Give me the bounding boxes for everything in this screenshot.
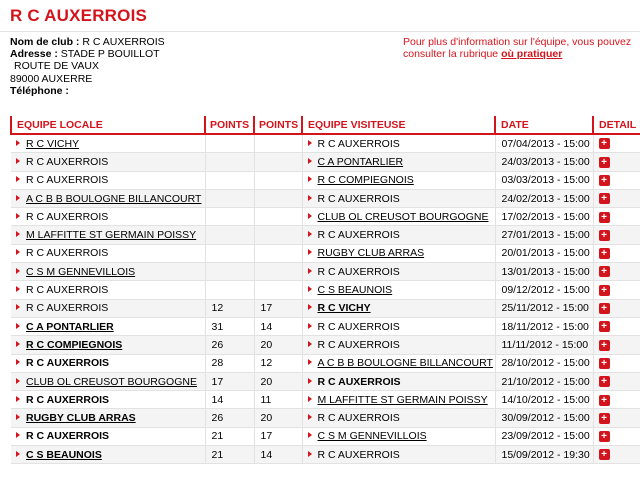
arrow-right-icon: [308, 323, 312, 329]
page-title: R C AUXERROIS: [10, 6, 148, 25]
points-away-cell: [254, 134, 302, 153]
arrow-right-icon: [16, 140, 20, 146]
home-team-name: R C AUXERROIS: [26, 284, 109, 297]
detail-cell: [593, 244, 640, 262]
points-home-cell: [205, 153, 254, 171]
points-home-cell: 26: [205, 409, 254, 427]
points-home-cell: [205, 189, 254, 207]
detail-cell: [593, 391, 640, 409]
points-home-cell: [205, 281, 254, 299]
home-team-cell: [11, 354, 205, 372]
date-cell: 28/10/2012 - 15:00: [495, 354, 593, 372]
plus-icon[interactable]: +: [599, 285, 610, 296]
points-away-cell: 20: [254, 372, 302, 390]
arrow-right-icon: [308, 304, 312, 310]
detail-cell: [593, 189, 640, 207]
away-team-name[interactable]: C S BEAUNOIS: [317, 284, 393, 297]
away-team-cell: [302, 372, 495, 390]
arrow-right-icon: [308, 213, 312, 219]
home-team-cell: [11, 189, 205, 207]
date-cell: 15/09/2012 - 19:30: [495, 446, 593, 464]
points-home-cell: 31: [205, 317, 254, 335]
arrow-right-icon: [16, 414, 20, 420]
ou-pratiquer-link[interactable]: où pratiquer: [501, 48, 563, 61]
header-date: DATE: [495, 116, 593, 134]
date-cell: 09/12/2012 - 15:00: [495, 281, 593, 299]
detail-cell: [593, 134, 640, 153]
home-team-name: R C AUXERROIS: [26, 155, 109, 168]
away-team-cell: [302, 208, 495, 226]
away-team-name[interactable]: R C COMPIEGNOIS: [317, 174, 414, 187]
club-phone-row: [10, 85, 165, 97]
home-team-name[interactable]: A C B B BOULOGNE BILLANCOURT: [26, 192, 202, 205]
away-team-name[interactable]: M LAFFITTE ST GERMAIN POISSY: [317, 393, 488, 406]
home-team-name[interactable]: C A PONTARLIER: [26, 320, 114, 333]
points-away-cell: [254, 244, 302, 262]
arrow-right-icon: [16, 341, 20, 347]
detail-cell: [593, 153, 640, 171]
table-row: [11, 281, 640, 299]
detail-cell: [593, 427, 640, 445]
plus-icon[interactable]: +: [599, 431, 610, 442]
arrow-right-icon: [308, 359, 312, 365]
home-team-name: R C AUXERROIS: [26, 174, 109, 187]
arrow-right-icon: [308, 176, 312, 182]
table-row: [11, 299, 640, 317]
header-home-team: EQUIPE LOCALE: [11, 116, 205, 134]
points-away-cell: [254, 153, 302, 171]
home-team-name: R C AUXERROIS: [26, 430, 110, 443]
club-address-label: Adresse :: [10, 48, 58, 61]
points-home-cell: 28: [205, 354, 254, 372]
arrow-right-icon: [308, 414, 312, 420]
table-row: [11, 226, 640, 244]
header-detail: DETAIL: [593, 116, 640, 134]
points-away-cell: 17: [254, 427, 302, 445]
away-team-name[interactable]: RUGBY CLUB ARRAS: [317, 247, 425, 260]
arrow-right-icon: [308, 396, 312, 402]
table-row: [11, 189, 640, 207]
club-address-line2: ROUTE DE VAUX: [14, 60, 99, 73]
points-home-cell: 17: [205, 372, 254, 390]
home-team-cell: [11, 372, 205, 390]
date-cell: 17/02/2013 - 15:00: [495, 208, 593, 226]
away-team-cell: [302, 171, 495, 189]
plus-icon[interactable]: +: [599, 303, 610, 314]
plus-icon[interactable]: +: [599, 230, 610, 241]
away-team-cell: [302, 189, 495, 207]
home-team-cell: [11, 263, 205, 281]
table-row: [11, 153, 640, 171]
home-team-cell: [11, 427, 205, 445]
arrow-right-icon: [308, 140, 312, 146]
away-team-cell: [302, 446, 495, 464]
away-team-cell: [302, 134, 495, 153]
header-points-home: POINTS: [205, 116, 254, 134]
date-cell: 24/02/2013 - 15:00: [495, 189, 593, 207]
home-team-cell: [11, 153, 205, 171]
points-away-cell: [254, 281, 302, 299]
plus-icon[interactable]: +: [599, 340, 610, 351]
points-home-cell: 12: [205, 299, 254, 317]
points-away-cell: 11: [254, 391, 302, 409]
detail-cell: [593, 171, 640, 189]
home-team-name: R C AUXERROIS: [26, 357, 110, 370]
arrow-right-icon: [16, 304, 20, 310]
away-team-name[interactable]: A C B B BOULOGNE BILLANCOURT: [317, 357, 493, 370]
plus-icon[interactable]: +: [599, 248, 610, 259]
points-away-cell: 20: [254, 409, 302, 427]
table-row: [11, 317, 640, 335]
arrow-right-icon: [16, 158, 20, 164]
date-cell: 27/01/2013 - 15:00: [495, 226, 593, 244]
club-name-row: [10, 36, 165, 48]
points-away-cell: 20: [254, 336, 302, 354]
date-cell: 30/09/2012 - 15:00: [495, 409, 593, 427]
date-cell: 21/10/2012 - 15:00: [495, 372, 593, 390]
home-team-cell: [11, 226, 205, 244]
detail-cell: [593, 263, 640, 281]
points-home-cell: [205, 244, 254, 262]
away-team-cell: [302, 263, 495, 281]
away-team-cell: [302, 391, 495, 409]
plus-icon[interactable]: +: [599, 175, 610, 186]
club-address-row: [10, 48, 165, 60]
home-team-cell: [11, 281, 205, 299]
plus-icon[interactable]: +: [599, 138, 610, 149]
date-cell: 11/11/2012 - 15:00: [495, 336, 593, 354]
away-team-cell: [302, 427, 495, 445]
date-cell: 20/01/2013 - 15:00: [495, 244, 593, 262]
points-home-cell: 21: [205, 427, 254, 445]
arrow-right-icon: [16, 451, 20, 457]
points-away-cell: 17: [254, 299, 302, 317]
arrow-right-icon: [308, 195, 312, 201]
away-team-cell: [302, 354, 495, 372]
date-cell: 25/11/2012 - 15:00: [495, 299, 593, 317]
table-row: [11, 244, 640, 262]
home-team-cell: [11, 244, 205, 262]
date-cell: 14/10/2012 - 15:00: [495, 391, 593, 409]
away-team-name: R C AUXERROIS: [317, 192, 400, 205]
points-home-cell: [205, 263, 254, 281]
arrow-right-icon: [308, 432, 312, 438]
club-address-line3: 89000 AUXERRE: [10, 72, 93, 85]
points-home-cell: [205, 226, 254, 244]
points-away-cell: 12: [254, 354, 302, 372]
table-row: [11, 336, 640, 354]
points-away-cell: 14: [254, 446, 302, 464]
points-away-cell: [254, 189, 302, 207]
points-away-cell: [254, 208, 302, 226]
home-team-cell: [11, 317, 205, 335]
table-row: [11, 208, 640, 226]
home-team-name: R C AUXERROIS: [26, 302, 109, 315]
date-cell: 13/01/2013 - 15:00: [495, 263, 593, 281]
points-home-cell: 14: [205, 391, 254, 409]
table-row: [11, 263, 640, 281]
home-team-cell: [11, 208, 205, 226]
detail-cell: [593, 336, 640, 354]
arrow-right-icon: [16, 176, 20, 182]
detail-cell: [593, 226, 640, 244]
away-team-name[interactable]: CLUB OL CREUSOT BOURGOGNE: [317, 210, 489, 223]
away-team-name[interactable]: R C VICHY: [317, 302, 371, 315]
info-note-text: Pour plus d'information sur l'équipe, vous pouvez consulter la rubrique: [403, 36, 632, 61]
date-cell: 07/04/2013 - 15:00: [495, 134, 593, 153]
matches-table: [10, 116, 640, 464]
away-team-name[interactable]: C S M GENNEVILLOIS: [317, 430, 427, 443]
detail-cell: [593, 281, 640, 299]
arrow-right-icon: [16, 249, 20, 255]
table-header-row: [11, 116, 640, 134]
points-away-cell: 14: [254, 317, 302, 335]
header-points-away: POINTS: [254, 116, 302, 134]
arrow-right-icon: [16, 359, 20, 365]
away-team-cell: [302, 299, 495, 317]
info-note: [403, 36, 633, 60]
home-team-name[interactable]: C S M GENNEVILLOIS: [26, 265, 136, 278]
arrow-right-icon: [16, 268, 20, 274]
plus-icon[interactable]: +: [599, 449, 610, 460]
points-away-cell: [254, 171, 302, 189]
away-team-cell: [302, 244, 495, 262]
arrow-right-icon: [308, 378, 312, 384]
away-team-name: R C AUXERROIS: [317, 338, 400, 351]
points-home-cell: [205, 171, 254, 189]
arrow-right-icon: [16, 396, 20, 402]
away-team-name: R C AUXERROIS: [317, 137, 400, 150]
table-row: [11, 354, 640, 372]
away-team-cell: [302, 226, 495, 244]
club-name-value: R C AUXERROIS: [82, 36, 165, 48]
arrow-right-icon: [308, 249, 312, 255]
table-row: [11, 409, 640, 427]
detail-cell: [593, 409, 640, 427]
table-row: [11, 391, 640, 409]
plus-icon[interactable]: +: [599, 157, 610, 168]
date-cell: 24/03/2013 - 15:00: [495, 153, 593, 171]
home-team-cell: [11, 171, 205, 189]
arrow-right-icon: [16, 378, 20, 384]
home-team-name: R C AUXERROIS: [26, 393, 110, 406]
points-home-cell: [205, 208, 254, 226]
arrow-right-icon: [16, 323, 20, 329]
date-cell: 18/11/2012 - 15:00: [495, 317, 593, 335]
home-team-cell: [11, 134, 205, 153]
table-row: [11, 372, 640, 390]
plus-icon[interactable]: +: [599, 413, 610, 424]
arrow-right-icon: [16, 432, 20, 438]
away-team-name: R C AUXERROIS: [317, 412, 400, 425]
detail-cell: [593, 446, 640, 464]
arrow-right-icon: [16, 231, 20, 237]
table-row: [11, 446, 640, 464]
arrow-right-icon: [16, 213, 20, 219]
detail-cell: [593, 317, 640, 335]
detail-cell: [593, 354, 640, 372]
home-team-name[interactable]: C S BEAUNOIS: [26, 448, 102, 461]
club-name-label: Nom de club :: [10, 36, 80, 48]
plus-icon[interactable]: +: [599, 376, 610, 387]
date-cell: 03/03/2013 - 15:00: [495, 171, 593, 189]
title-divider: [0, 31, 640, 32]
plus-icon[interactable]: +: [599, 193, 610, 204]
arrow-right-icon: [308, 341, 312, 347]
date-cell: 23/09/2012 - 15:00: [495, 427, 593, 445]
away-team-cell: [302, 336, 495, 354]
plus-icon[interactable]: +: [599, 321, 610, 332]
home-team-name[interactable]: M LAFFITTE ST GERMAIN POISSY: [26, 229, 197, 242]
plus-icon[interactable]: +: [599, 212, 610, 223]
away-team-name: R C AUXERROIS: [317, 229, 400, 242]
home-team-name[interactable]: CLUB OL CREUSOT BOURGOGNE: [26, 375, 197, 388]
points-away-cell: [254, 263, 302, 281]
table-row: [11, 134, 640, 153]
home-team-name[interactable]: R C VICHY: [26, 137, 80, 150]
detail-cell: [593, 208, 640, 226]
home-team-cell: [11, 391, 205, 409]
away-team-name: R C AUXERROIS: [317, 265, 400, 278]
away-team-cell: [302, 317, 495, 335]
arrow-right-icon: [308, 451, 312, 457]
table-row: [11, 171, 640, 189]
home-team-cell: [11, 446, 205, 464]
home-team-cell: [11, 409, 205, 427]
header-away-team: EQUIPE VISITEUSE: [302, 116, 495, 134]
arrow-right-icon: [308, 286, 312, 292]
detail-cell: [593, 372, 640, 390]
home-team-cell: [11, 299, 205, 317]
away-team-name[interactable]: C A PONTARLIER: [317, 155, 404, 168]
home-team-name[interactable]: RUGBY CLUB ARRAS: [26, 412, 136, 425]
club-info: [10, 36, 165, 97]
away-team-name: R C AUXERROIS: [317, 448, 400, 461]
plus-icon[interactable]: +: [599, 358, 610, 369]
detail-cell: [593, 299, 640, 317]
plus-icon[interactable]: +: [599, 266, 610, 277]
points-away-cell: [254, 226, 302, 244]
arrow-right-icon: [16, 195, 20, 201]
table-row: [11, 427, 640, 445]
points-home-cell: 26: [205, 336, 254, 354]
home-team-name[interactable]: R C COMPIEGNOIS: [26, 338, 123, 351]
arrow-right-icon: [16, 286, 20, 292]
points-home-cell: [205, 134, 254, 153]
home-team-name: R C AUXERROIS: [26, 210, 109, 223]
points-home-cell: 21: [205, 446, 254, 464]
away-team-name: R C AUXERROIS: [317, 320, 400, 333]
away-team-cell: [302, 409, 495, 427]
away-team-name: R C AUXERROIS: [317, 375, 401, 388]
home-team-name: R C AUXERROIS: [26, 247, 109, 260]
club-phone-label: Téléphone :: [10, 84, 69, 97]
arrow-right-icon: [308, 158, 312, 164]
away-team-cell: [302, 153, 495, 171]
club-address-line1: STADE P BOUILLOT: [60, 48, 160, 61]
arrow-right-icon: [308, 231, 312, 237]
home-team-cell: [11, 336, 205, 354]
plus-icon[interactable]: +: [599, 395, 610, 406]
away-team-cell: [302, 281, 495, 299]
arrow-right-icon: [308, 268, 312, 274]
